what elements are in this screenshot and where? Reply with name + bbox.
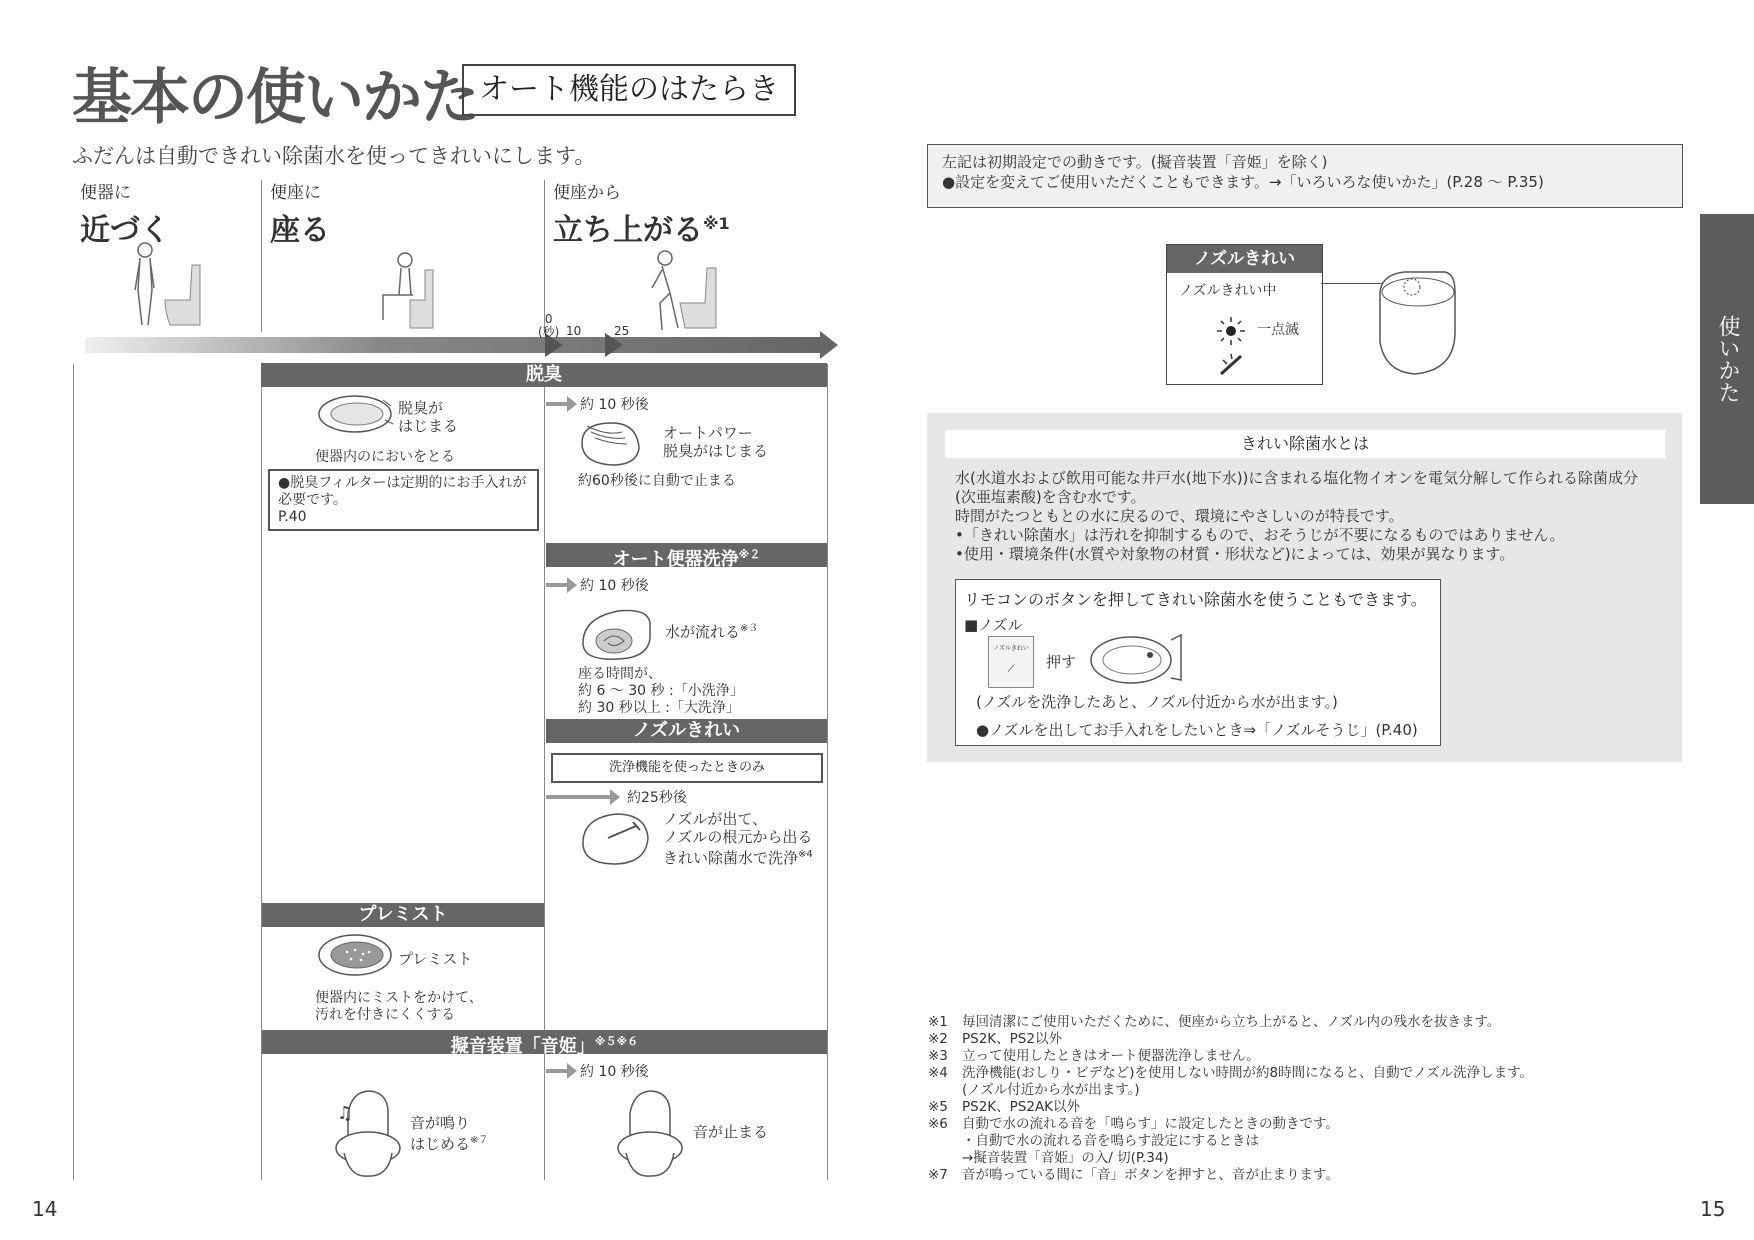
person-standing-up-illustration bbox=[650, 248, 720, 333]
clean-water-body: 水(水道水および飲用可能な井戸水(地下水))に含まれる塩化物イオンを電気分解して作られる除菌成分 (次亜塩素酸)を含む水です。 時間がたつともとの水に戻るので、環境にやさしいのが特長です。 •「きれい除菌水」は汚れを抑制するもので、おそうじが不要になるものではありません。 •使用・環境条件(水質や対象物の材質・形状など)によっては、効果が異なります。 bbox=[955, 469, 1638, 563]
footnote-mark: ※1 bbox=[928, 1014, 948, 1030]
auto-flush-after: 約 10 秒後 bbox=[580, 578, 649, 594]
auto-flush-header-label: オート便器洗浄 bbox=[612, 549, 739, 570]
auto-flush-arrow bbox=[546, 583, 568, 587]
nozzle-indicator-blink: 一点滅 bbox=[1257, 322, 1299, 338]
stage-divider bbox=[261, 180, 262, 332]
nozzle-clean-button-label: ノズルきれい bbox=[993, 645, 1029, 652]
column-line bbox=[544, 364, 545, 1180]
nozzle-condition: 洗浄機能を使ったときのみ bbox=[608, 760, 765, 775]
premist-label: プレミスト bbox=[398, 950, 473, 968]
seat-deodorize-illustration bbox=[315, 392, 395, 437]
timeline-tick-25: 25 bbox=[614, 324, 630, 338]
deodorize-start-text: 脱臭が はじまる bbox=[398, 399, 459, 435]
settings-info-box bbox=[927, 144, 1683, 208]
side-tab: 使いかた bbox=[1700, 214, 1754, 504]
footnote-text: PS2K、PS2AK以外 bbox=[962, 1099, 1081, 1115]
sound-after: 約 10 秒後 bbox=[580, 1064, 649, 1080]
footnote bbox=[928, 1116, 1588, 1167]
deodorize-filter-note: ●脱臭フィルターは定期的にお手入れが 必要です。 P.40 bbox=[278, 475, 527, 525]
toilet-quiet-illustration bbox=[612, 1083, 682, 1178]
timeline-zero bbox=[538, 313, 559, 339]
auto-flush-water-sup: ※３ bbox=[740, 623, 759, 634]
stage-stand-label: 立ち上がる bbox=[553, 213, 703, 248]
footnotes bbox=[928, 1014, 1588, 1184]
deodorize-stop-text: 約60秒後に自動で止まる bbox=[578, 473, 736, 489]
footnote-text: PS2K、PS2以外 bbox=[962, 1031, 1062, 1047]
footnote-mark: ※3 bbox=[928, 1048, 948, 1064]
nozzle-clean-after: 約25秒後 bbox=[627, 790, 687, 806]
nozzle-clean-desc bbox=[663, 810, 813, 867]
remote-after-wash: (ノズルを洗浄したあと、ノズル付近から水が出ます。) bbox=[976, 693, 1338, 711]
sound-start bbox=[410, 1114, 488, 1153]
nozzle-clean-button[interactable] bbox=[988, 636, 1034, 688]
page-number-left: 14 bbox=[32, 1197, 58, 1221]
stage-stand-sup: ※1 bbox=[703, 214, 730, 233]
auto-flush-water-label: 水が流れる bbox=[665, 623, 741, 641]
sound-header-label: 擬音装置「音姫」 bbox=[450, 1036, 595, 1057]
stage-approach-label: 近づく bbox=[80, 213, 170, 248]
nozzle-indicator-status: ノズルきれい中 bbox=[1179, 283, 1277, 299]
nozzle-clean-desc-text: ノズルが出て、 ノズルの根元から出る きれい除菌水で洗浄 bbox=[663, 810, 813, 867]
premist-desc: 便器内にミストをかけて、 汚れを付きにくくする bbox=[315, 990, 483, 1023]
timeline-tick-10: 10 bbox=[566, 324, 582, 338]
sound-start-text: 音が鳴り はじめる bbox=[410, 1114, 471, 1153]
clean-water-title: きれい除菌水とは bbox=[945, 430, 1665, 458]
settings-info-line2: ●設定を変えてご使用いただくこともできます。→「いろいろな使いかた」(P.28 ～ P.35) bbox=[942, 173, 1544, 191]
footnote-text: 毎回清潔にご使用いただくために、便座から立ち上がると、ノズル内の残水を抜きます。 bbox=[962, 1014, 1501, 1030]
footnote bbox=[928, 1065, 1588, 1099]
page-number-right: 15 bbox=[1700, 1197, 1726, 1221]
seat-nozzle-illustration bbox=[1086, 630, 1186, 690]
footnote bbox=[928, 1031, 1588, 1048]
nozzle-indicator-panel bbox=[1166, 244, 1323, 385]
footnote bbox=[928, 1099, 1588, 1116]
stage-approach-caption: 便器に bbox=[80, 183, 131, 203]
deodorize-after: 約 10 秒後 bbox=[580, 397, 649, 413]
remote-button-box bbox=[955, 579, 1441, 746]
stage-sit-label: 座る bbox=[270, 213, 330, 248]
auto-flush-detail: 座る時間が、 約 6 ～ 30 秒 :「小洗浄」 約 30 秒以上 :「大洗浄」 bbox=[578, 666, 744, 716]
sound-header-sup: ※５※６ bbox=[594, 1035, 639, 1048]
column-line bbox=[827, 364, 828, 1180]
nozzle-condition-box bbox=[551, 753, 823, 783]
sound-header bbox=[262, 1030, 827, 1057]
bowl-flush-illustration bbox=[578, 603, 658, 663]
footnote-mark: ※7 bbox=[928, 1167, 948, 1183]
footnote-text: 立って使用したときはオート便器洗浄しません。 bbox=[962, 1048, 1260, 1064]
sound-start-sup: ※７ bbox=[470, 1135, 489, 1146]
stage-sit bbox=[270, 178, 330, 249]
toilet-sound-illustration bbox=[330, 1083, 400, 1178]
remote-nozzle-label: ■ノズル bbox=[964, 616, 1023, 634]
deodorize-arrow bbox=[546, 402, 568, 406]
auto-flush-header bbox=[546, 543, 827, 570]
sound-stop-text: 音が止まる bbox=[693, 1123, 769, 1141]
timeline-arrowhead bbox=[820, 331, 838, 359]
footnote-text: 自動で水の流れる音を「鳴らす」に設定したときの動きです。 ・自動で水の流れる音を鳴らす設定にするときは →擬音装置「音姫」の入/ 切(P.34) bbox=[962, 1116, 1339, 1166]
sound-arrow bbox=[546, 1069, 568, 1073]
nozzle-clean-arrow bbox=[546, 795, 611, 799]
deodorize-power-text: オートパワー 脱臭がはじまる bbox=[663, 424, 769, 460]
toilet-unit-illustration bbox=[1360, 262, 1460, 382]
nozzle-clean-header: ノズルきれい bbox=[546, 719, 827, 743]
blink-light-icon bbox=[1213, 313, 1249, 349]
footnote-mark: ※2 bbox=[928, 1031, 948, 1047]
nozzle-sparkle-icon bbox=[1217, 350, 1245, 378]
footnote-mark: ※4 bbox=[928, 1065, 948, 1081]
seat-premist-illustration bbox=[315, 930, 395, 980]
timeline-bar bbox=[85, 337, 820, 353]
footnote-text: 洗浄機能(おしり・ビデなど)を使用しない時間が約8時間になると、自動でノズル洗浄します。 (ノズル付近から水が出ます。) bbox=[962, 1065, 1534, 1098]
intro-text: ふだんは自動できれい除菌水を使ってきれいにします。 bbox=[72, 144, 596, 168]
remote-button-title: リモコンのボタンを押してきれい除菌水を使うこともできます。 bbox=[964, 590, 1427, 609]
footnote bbox=[928, 1167, 1588, 1184]
premist-header: プレミスト bbox=[262, 903, 544, 927]
deodorize-desc: 便器内のにおいをとる bbox=[315, 449, 455, 465]
column-line bbox=[73, 364, 74, 1180]
deodorize-filter-note-box bbox=[268, 469, 539, 531]
stage-divider bbox=[544, 180, 545, 332]
seat-powerdeodorize-illustration bbox=[577, 418, 647, 468]
timeline-unit: (秒) bbox=[538, 325, 560, 339]
remote-care: ●ノズルを出してお手入れをしたいとき⇒「ノズルそうじ」(P.40) bbox=[976, 721, 1418, 739]
auto-flush-header-sup: ※２ bbox=[738, 548, 761, 561]
stage-stand-caption: 便座から bbox=[553, 183, 621, 203]
footnote-mark: ※6 bbox=[928, 1116, 948, 1132]
page-title: 基本の使いかた bbox=[72, 63, 478, 133]
column-line bbox=[261, 364, 262, 1180]
settings-info-line1: 左記は初期設定での動きです。(擬音装置「音姫」を除く) bbox=[942, 153, 1328, 171]
remote-push-label: 押す bbox=[1046, 653, 1077, 671]
stage-sit-caption: 便座に bbox=[270, 183, 321, 203]
auto-flush-water bbox=[665, 620, 758, 641]
person-approaching-illustration bbox=[130, 240, 210, 330]
svg-text:♫: ♫ bbox=[337, 1103, 354, 1124]
footnote-mark: ※5 bbox=[928, 1099, 948, 1115]
footnote bbox=[928, 1014, 1588, 1031]
nozzle-sparkle-icon: ⟋ bbox=[1007, 664, 1015, 675]
timeline-zero-value: 0 bbox=[544, 312, 553, 326]
deodorize-header: 脱臭 bbox=[261, 363, 827, 387]
stage-stand bbox=[553, 178, 730, 249]
nozzle-wash-illustration bbox=[578, 808, 653, 868]
nozzle-indicator-header: ノズルきれい bbox=[1167, 245, 1322, 273]
section-subtitle: オート機能のはたらき bbox=[462, 64, 796, 116]
person-sitting-illustration bbox=[375, 250, 435, 330]
stage-approach bbox=[80, 178, 170, 249]
nozzle-clean-desc-sup: ※4 bbox=[798, 849, 813, 860]
footnote bbox=[928, 1048, 1588, 1065]
footnote-text: 音が鳴っている間に「音」ボタンを押すと、音が止まります。 bbox=[962, 1167, 1339, 1183]
